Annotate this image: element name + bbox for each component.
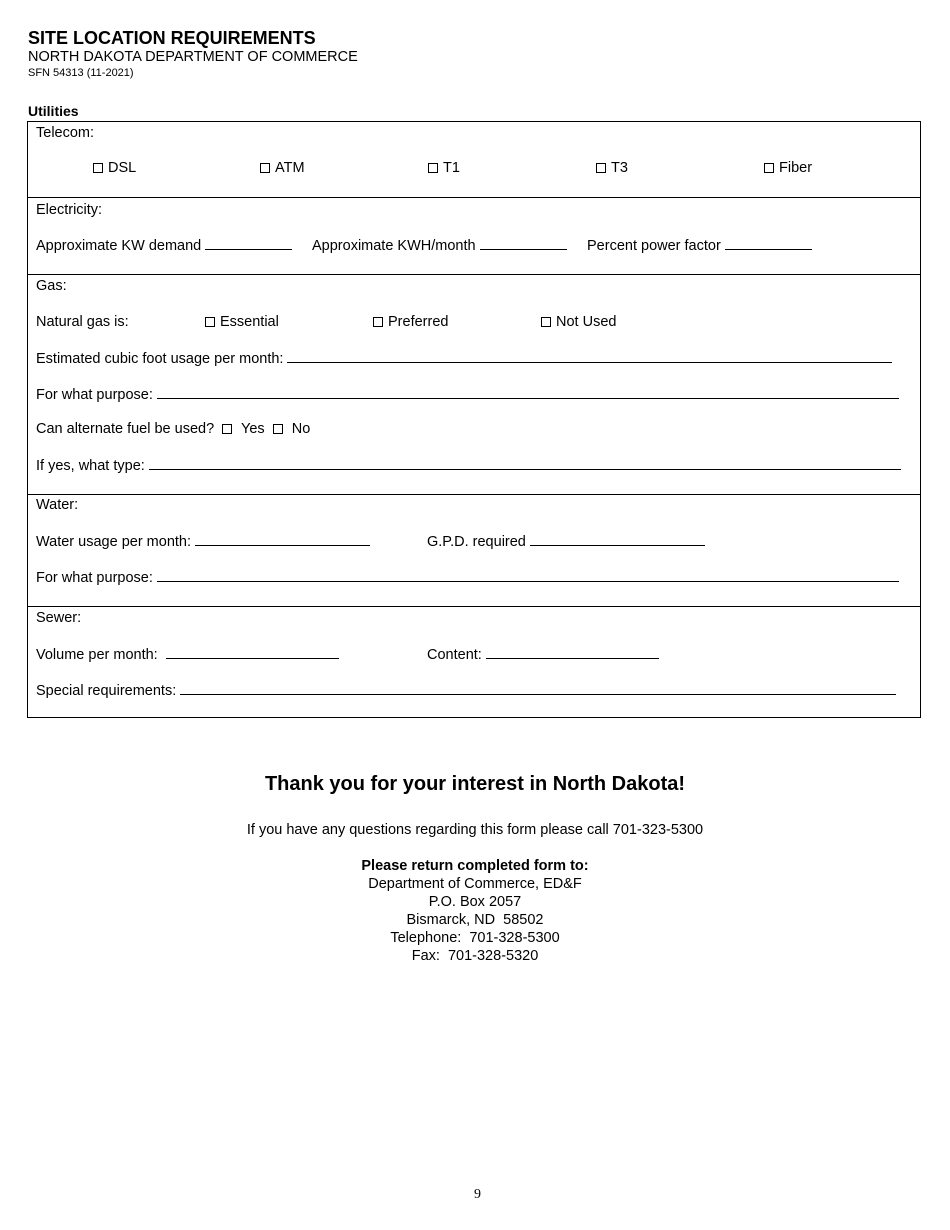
checkbox-icon[interactable] xyxy=(541,317,551,327)
kwh-month-input[interactable] xyxy=(480,237,567,250)
alt-fuel-field: Can alternate fuel be used? Yes No xyxy=(36,421,311,437)
water-usage-input[interactable] xyxy=(195,533,370,546)
checkbox-icon[interactable] xyxy=(222,424,232,434)
sewer-volume-field: Volume per month: xyxy=(36,646,339,663)
divider-water-sewer xyxy=(27,606,921,607)
telecom-option-t1[interactable]: T1 xyxy=(428,160,460,176)
return-heading: Please return completed form to: xyxy=(361,858,589,874)
telecom-label: Telecom: xyxy=(36,125,95,141)
special-req-field: Special requirements: xyxy=(36,682,896,699)
checkbox-icon[interactable] xyxy=(93,163,103,173)
gpd-field: G.P.D. required xyxy=(427,533,705,550)
gas-label: Gas: xyxy=(36,278,67,294)
gas-usage-field: Estimated cubic foot usage per month: xyxy=(36,350,892,367)
sewer-content-input[interactable] xyxy=(486,646,659,659)
checkbox-icon[interactable] xyxy=(260,163,270,173)
fuel-type-field: If yes, what type: xyxy=(36,457,901,474)
thank-you-heading: Thank you for your interest in North Dakota! xyxy=(264,773,686,795)
checkbox-icon[interactable] xyxy=(273,424,283,434)
sewer-label: Sewer: xyxy=(36,610,82,626)
divider-gas-water xyxy=(27,494,921,495)
utilities-heading: Utilities xyxy=(28,103,79,119)
alt-fuel-no[interactable]: No xyxy=(291,421,311,437)
power-factor-field: Percent power factor xyxy=(587,237,812,254)
kw-demand-input[interactable] xyxy=(205,237,292,250)
checkbox-icon[interactable] xyxy=(596,163,606,173)
gpd-input[interactable] xyxy=(530,533,705,546)
gas-purpose-field: For what purpose: xyxy=(36,386,899,403)
water-usage-field: Water usage per month: xyxy=(36,533,370,550)
address-line: Bismarck, ND 58502 xyxy=(406,912,544,928)
natural-gas-label: Natural gas is: xyxy=(36,314,129,330)
address-line: Fax: 701-328-5320 xyxy=(411,948,539,964)
checkbox-icon[interactable] xyxy=(428,163,438,173)
electricity-label: Electricity: xyxy=(36,202,103,218)
gas-option-not-used[interactable]: Not Used xyxy=(541,314,616,330)
page-number: 9 xyxy=(474,1187,481,1202)
divider-electricity-gas xyxy=(27,274,921,275)
special-req-input[interactable] xyxy=(180,682,896,695)
checkbox-icon[interactable] xyxy=(205,317,215,327)
power-factor-input[interactable] xyxy=(725,237,812,250)
kw-demand-field: Approximate KW demand xyxy=(36,237,292,254)
department-name: NORTH DAKOTA DEPARTMENT OF COMMERCE xyxy=(28,49,358,65)
gas-purpose-input[interactable] xyxy=(157,386,899,399)
gas-option-preferred[interactable]: Preferred xyxy=(373,314,448,330)
alt-fuel-yes[interactable]: Yes xyxy=(241,421,265,437)
gas-usage-input[interactable] xyxy=(287,350,892,363)
address-line: Telephone: 701-328-5300 xyxy=(390,930,560,946)
sewer-volume-input[interactable] xyxy=(166,646,339,659)
fuel-type-input[interactable] xyxy=(149,457,901,470)
divider-telecom-electricity xyxy=(27,197,921,198)
utilities-box xyxy=(27,121,921,718)
checkbox-icon[interactable] xyxy=(764,163,774,173)
telecom-option-t3[interactable]: T3 xyxy=(596,160,628,176)
water-purpose-field: For what purpose: xyxy=(36,569,899,586)
kwh-month-field: Approximate KWH/month xyxy=(312,237,567,254)
checkbox-icon[interactable] xyxy=(373,317,383,327)
sewer-content-field: Content: xyxy=(427,646,659,663)
telecom-option-fiber[interactable]: Fiber xyxy=(764,160,812,176)
address-line: Department of Commerce, ED&F xyxy=(368,876,582,892)
questions-note: If you have any questions regarding this form please call 701-323-5300 xyxy=(246,822,704,838)
gas-option-essential[interactable]: Essential xyxy=(205,314,279,330)
telecom-option-atm[interactable]: ATM xyxy=(260,160,305,176)
page-title: SITE LOCATION REQUIREMENTS xyxy=(28,28,316,48)
form-id: SFN 54313 (11-2021) xyxy=(28,67,134,79)
address-line: P.O. Box 2057 xyxy=(428,894,522,910)
water-label: Water: xyxy=(36,497,79,513)
telecom-option-dsl[interactable]: DSL xyxy=(93,160,136,176)
water-purpose-input[interactable] xyxy=(157,569,899,582)
